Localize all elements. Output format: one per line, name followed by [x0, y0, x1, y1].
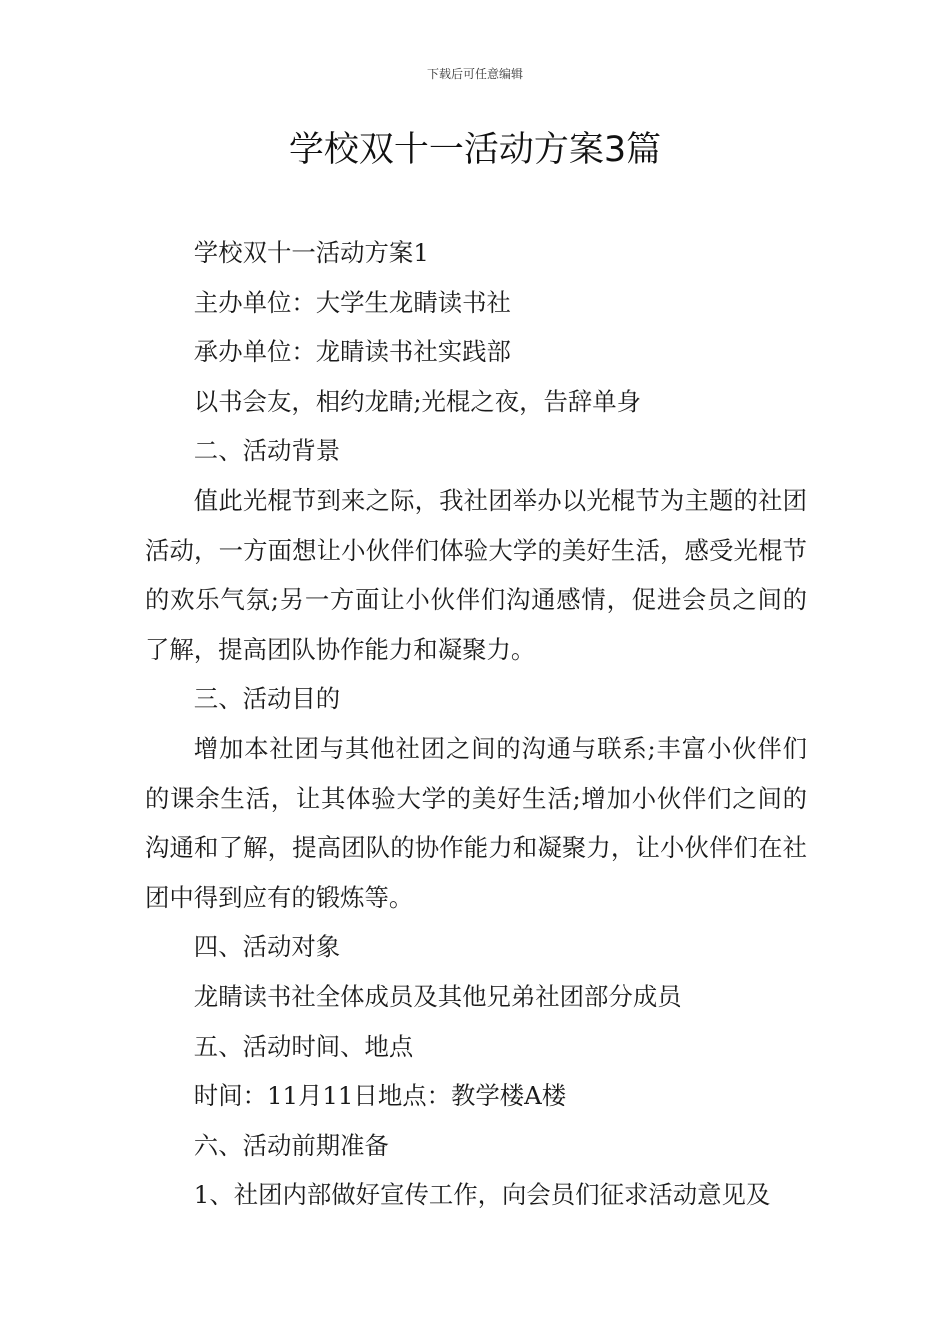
section-heading-audience: 四、活动对象	[193, 932, 341, 962]
audience-paragraph: 龙睛读书社全体成员及其他兄弟社团部分成员	[193, 981, 682, 1011]
organizer-paragraph: 主办单位：大学生龙睛读书社	[193, 287, 511, 317]
header-note: 下载后可任意编辑	[426, 67, 523, 81]
time-place-paragraph: 时间：11月11日地点：教学楼A楼	[193, 1081, 567, 1111]
section-heading-purpose: 三、活动目的	[193, 684, 341, 714]
subtitle-paragraph: 学校双十一活动方案1	[193, 238, 429, 267]
document-title: 学校双十一活动方案3篇	[288, 130, 662, 170]
purpose-paragraph: 增加本社团与其他社团之间的沟通与联系;丰富小伙伴们的课余生活，让其体验大学的美好生活;增加小伙伴们之间的沟通和了解，提高团队的协作能力和凝聚力，让小伙伴们在社团中得到应有的锻炼等。	[145, 733, 807, 912]
section-heading-time-place: 五、活动时间、地点	[193, 1031, 414, 1061]
slogan-paragraph: 以书会友，相约龙睛;光棍之夜，告辞单身	[193, 386, 642, 416]
undertaker-paragraph: 承办单位：龙睛读书社实践部	[193, 337, 511, 367]
section-heading-background: 二、活动背景	[193, 436, 341, 466]
document-body	[145, 228, 807, 1220]
section-heading-preparation: 六、活动前期准备	[193, 1130, 389, 1160]
background-paragraph: 值此光棍节到来之际，我社团举办以光棍节为主题的社团活动，一方面想让小伙伴们体验大学的美好生活，感受光棍节的欢乐气氛;另一方面让小伙伴们沟通感情，促进会员之间的了解，提高团队协作能力和凝聚力。	[145, 485, 807, 664]
preparation-paragraph: 1、社团内部做好宣传工作，向会员们征求活动意见及	[193, 1180, 771, 1210]
